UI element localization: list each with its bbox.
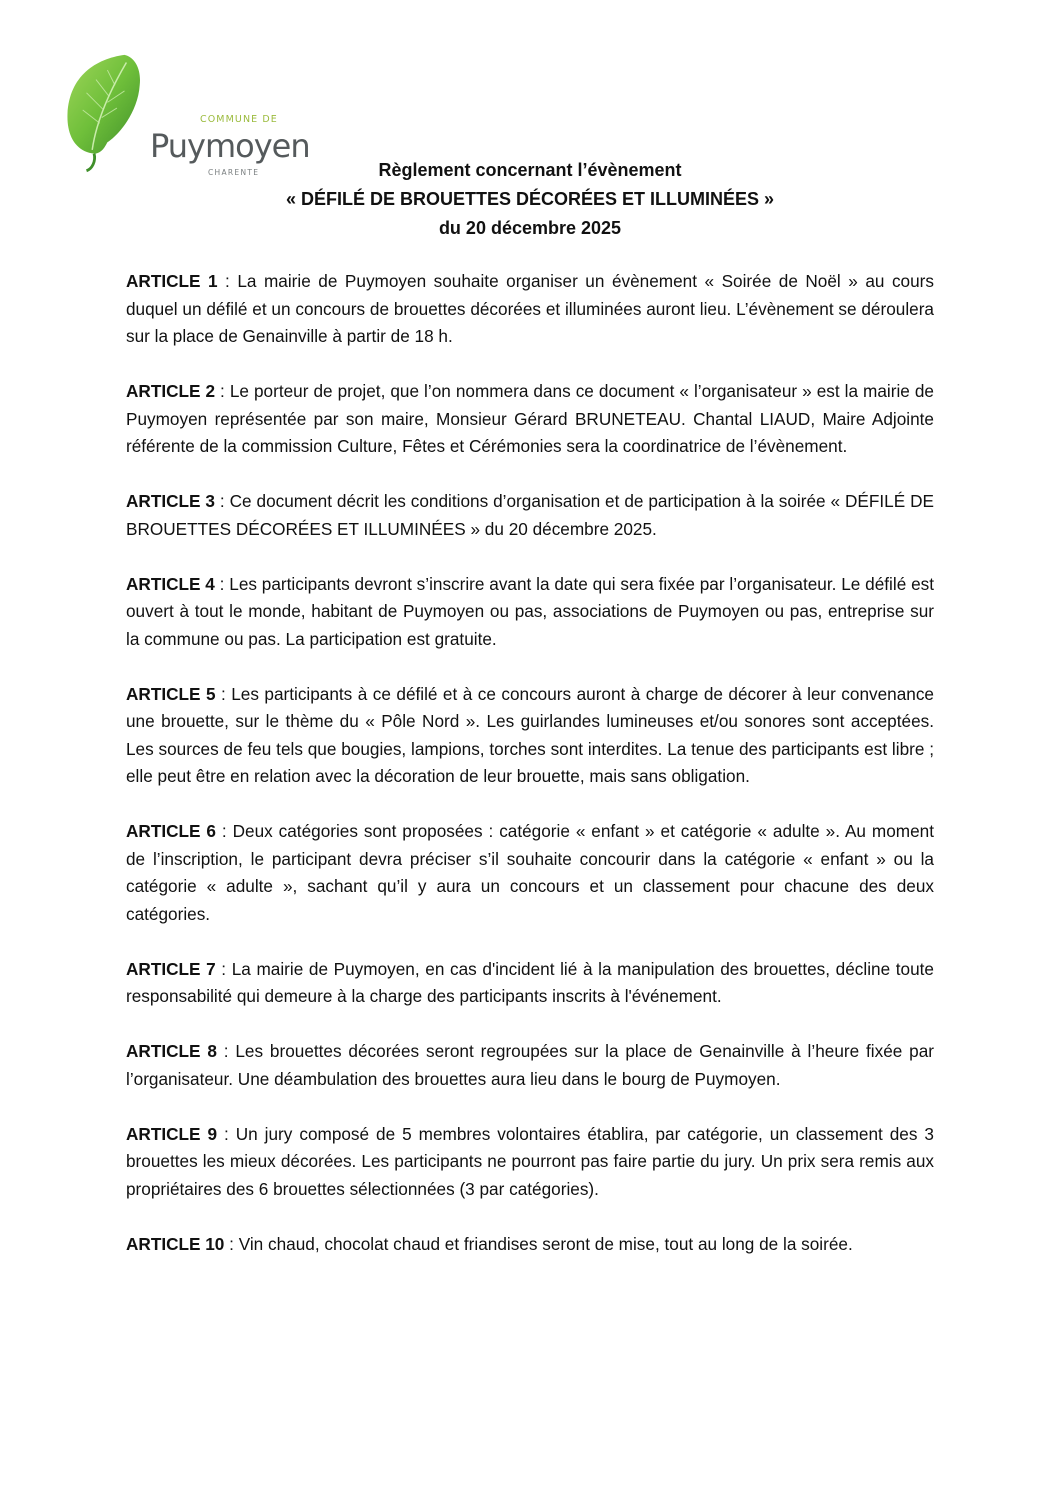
article-1: [126, 268, 934, 351]
article-label: ARTICLE 5: [126, 683, 216, 704]
logo-region: CHARENTE: [208, 168, 260, 177]
article-label: ARTICLE 9: [126, 1123, 218, 1144]
article-8: [126, 1038, 934, 1093]
article-label: ARTICLE 2: [126, 381, 216, 401]
article-text: : La mairie de Puymoyen souhaite organiser un évènement « Soirée de Noël » au cours duquel un défilé et un concours de brouettes décorées et illuminées auront lieu. L’évènement se déroulera sur la place de Genainville à partir de 18 h.: [126, 271, 934, 346]
article-4: [126, 571, 934, 654]
article-7: [126, 956, 934, 1011]
article-10: [126, 1231, 934, 1259]
article-text: : Ce document décrit les conditions d’organisation et de participation à la soirée « DÉFILÉ DE BROUETTES DÉCORÉES ET ILLUMINÉES » du 20 décembre 2025.: [126, 491, 934, 539]
leaf-icon: [58, 44, 153, 174]
article-text: : Un jury composé de 5 membres volontaires établira, par catégorie, un classement des 3 brouettes les mieux décorées. Les participants ne pourront pas faire partie du jury. Un prix sera remis aux propriétaires des 6 brouettes sélectionnées (3 par catégories).: [126, 1123, 934, 1199]
articles-list: [126, 268, 934, 1286]
article-9: [126, 1121, 934, 1204]
article-text: : La mairie de Puymoyen, en cas d'incident lié à la manipulation des brouettes, décline toute responsabilité qui demeure à la charge des participants inscrits à l'événement.: [126, 958, 934, 1006]
article-text: : Les brouettes décorées seront regroupées sur la place de Genainville à l’heure fixée par l’organisateur. Une déambulation des brouettes aura lieu dans le bourg de Puymoyen.: [126, 1041, 935, 1089]
article-text: : Les participants devront s’inscrire avant la date qui sera fixée par l’organisateur. Le défilé est ouvert à tout le monde, habitant de Puymoyen ou pas, associations de Puymoyen ou pas, entreprise sur la commune ou pas. La participation est gratuite.: [126, 573, 935, 649]
article-2: [126, 378, 934, 461]
article-text: : Les participants à ce défilé et à ce concours auront à charge de décorer à leur convenance une brouette, sur le thème du « Pôle Nord ». Les guirlandes lumineuses et/ou sonores sont acceptées. Les sources de feu tels que bougies, lampions, torches sont interdites. La tenue des participants est libre ; elle peut être en relation avec la décoration de leur brouette, mais sans obligation.: [126, 683, 934, 786]
article-label: ARTICLE 6: [126, 821, 216, 841]
article-text: : Le porteur de projet, que l’on nommera dans ce document « l’organisateur » est la mairie de Puymoyen représentée par son maire, Monsieur Gérard BRUNETEAU. Chantal LIAUD, Maire Adjointe référente de la commission Culture, Fêtes et Cérémonies sera la coordinatrice de l’évènement.: [126, 381, 934, 456]
article-label: ARTICLE 4: [126, 573, 215, 594]
article-label: ARTICLE 7: [126, 958, 216, 979]
article-label: ARTICLE 3: [126, 491, 215, 511]
title-line-3: du 20 décembre 2025: [438, 218, 622, 238]
logo-commune-name: Puymoyen: [150, 127, 310, 165]
article-label: ARTICLE 8: [126, 1041, 217, 1061]
article-5: [126, 681, 934, 791]
article-text: : Deux catégories sont proposées : catégorie « enfant » et catégorie « adulte ». Au moment de l’inscription, le participant devra préciser s’il souhaite concourir dans la catégorie « enfant » ou la catégorie « adulte », sachant qu’il y aura un concours et un classement pour chacune des deux catégories.: [126, 821, 935, 924]
article-text: : Vin chaud, chocolat chaud et friandises seront de mise, tout au long de la soirée.: [224, 1233, 853, 1254]
article-6: [126, 818, 934, 928]
article-label: ARTICLE 10: [126, 1233, 225, 1254]
article-3: [126, 488, 934, 543]
article-label: ARTICLE 1: [126, 271, 218, 291]
title-line-1: Règlement concernant l’évènement: [378, 160, 682, 180]
document-title: [120, 156, 940, 243]
logo-commune-de: COMMUNE DE: [200, 114, 278, 125]
title-line-2: « DÉFILÉ DE BROUETTES DÉCORÉES ET ILLUMINÉES »: [285, 189, 775, 209]
